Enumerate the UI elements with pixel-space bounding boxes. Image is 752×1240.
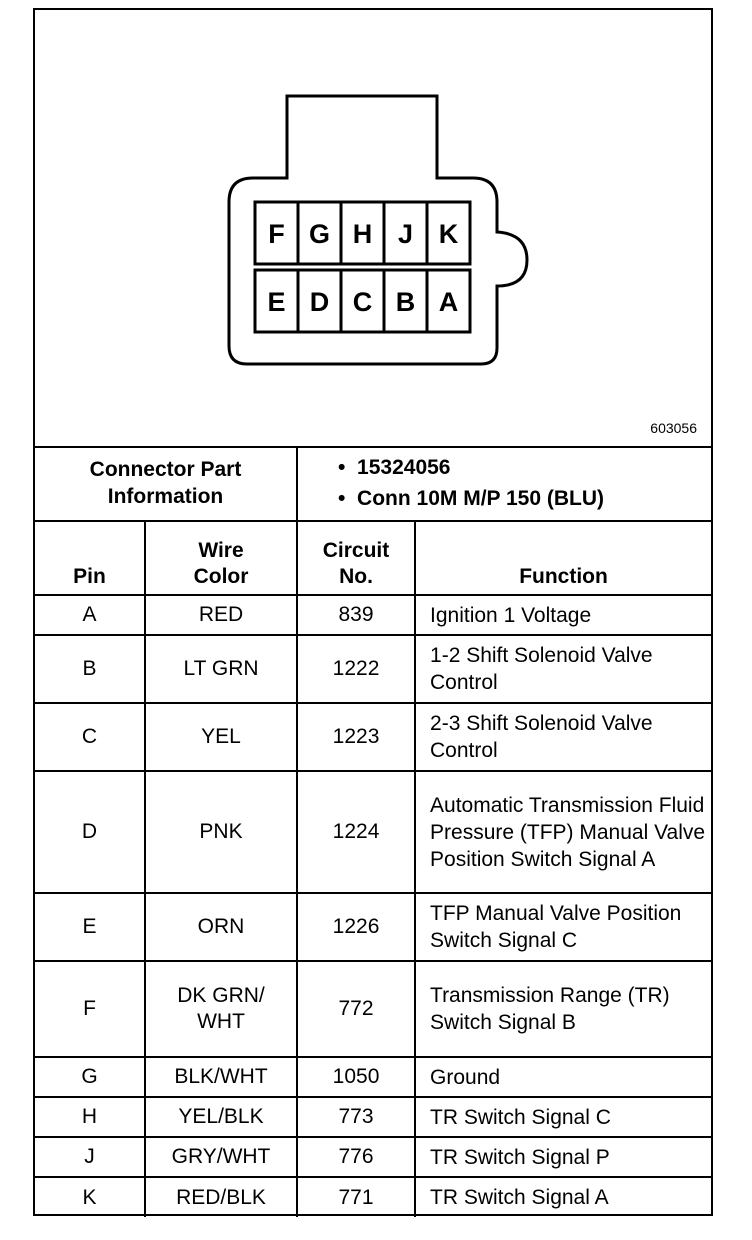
pin-cell: K: [35, 1177, 145, 1217]
function-cell: TR Switch Signal P: [415, 1137, 711, 1177]
table-row: [35, 635, 711, 703]
connector-diagram: [35, 10, 711, 448]
function-cell: TR Switch Signal A: [415, 1177, 711, 1217]
pin-label-h: H: [352, 219, 373, 249]
pin-cell: H: [35, 1097, 145, 1137]
table-row: [35, 1137, 711, 1177]
circuit-cell: 771: [297, 1177, 415, 1217]
pin-cell: G: [35, 1057, 145, 1097]
connector-sheet: [33, 8, 713, 1216]
part-info-row: [35, 446, 711, 521]
pin-cell: E: [35, 893, 145, 961]
circuit-cell: 772: [297, 961, 415, 1057]
wire-color-cell: DK GRN/ WHT: [145, 961, 297, 1057]
header-wire-color: Wire Color: [145, 521, 297, 595]
table-row: [35, 1057, 711, 1097]
table-row: [35, 893, 711, 961]
pin-cell: D: [35, 771, 145, 893]
table-row: [35, 961, 711, 1057]
function-cell: Ground: [415, 1057, 711, 1097]
pin-cell: C: [35, 703, 145, 771]
pin-label-e: E: [267, 287, 286, 317]
function-cell: Transmission Range (TR) Switch Signal B: [415, 961, 711, 1057]
wire-color-cell: PNK: [145, 771, 297, 893]
pin-label-j: J: [397, 219, 414, 249]
table-row: [35, 771, 711, 893]
circuit-cell: 773: [297, 1097, 415, 1137]
table-row: [35, 703, 711, 771]
function-cell: TFP Manual Valve Position Switch Signal C: [415, 893, 711, 961]
connector-description: • Conn 10M M/P 150 (BLU): [338, 483, 711, 514]
pin-label-c: C: [352, 287, 373, 317]
pin-label-d: D: [309, 287, 330, 317]
wire-color-cell: BLK/WHT: [145, 1057, 297, 1097]
part-info-label: Connector Part Information: [35, 446, 297, 521]
circuit-cell: 1224: [297, 771, 415, 893]
pin-label-b: B: [395, 287, 416, 317]
table-row: [35, 1097, 711, 1137]
function-cell: Ignition 1 Voltage: [415, 595, 711, 635]
pin-label-f: F: [268, 219, 285, 249]
table-row: [35, 1177, 711, 1217]
header-row: [35, 521, 711, 595]
pin-label-k: K: [438, 219, 459, 249]
wire-color-cell: YEL/BLK: [145, 1097, 297, 1137]
function-cell: 1-2 Shift Solenoid Valve Control: [415, 635, 711, 703]
wire-color-cell: GRY/WHT: [145, 1137, 297, 1177]
wire-color-cell: YEL: [145, 703, 297, 771]
circuit-cell: 1226: [297, 893, 415, 961]
pin-cell: J: [35, 1137, 145, 1177]
pin-cell: A: [35, 595, 145, 635]
function-cell: TR Switch Signal C: [415, 1097, 711, 1137]
function-cell: 2-3 Shift Solenoid Valve Control: [415, 703, 711, 771]
circuit-cell: 1222: [297, 635, 415, 703]
part-number: • 15324056: [338, 452, 711, 483]
circuit-cell: 1050: [297, 1057, 415, 1097]
circuit-cell: 1223: [297, 703, 415, 771]
pin-cell: F: [35, 961, 145, 1057]
figure-id: 603056: [650, 420, 697, 436]
function-cell: Automatic Transmission Fluid Pressure (TFP) Manual Valve Position Switch Signal A: [415, 771, 711, 893]
pin-label-a: A: [438, 287, 459, 317]
wire-color-cell: ORN: [145, 893, 297, 961]
circuit-cell: 776: [297, 1137, 415, 1177]
connector-face-drawing: [35, 10, 711, 446]
header-pin: Pin: [35, 521, 145, 595]
header-function: Function: [415, 521, 711, 595]
pin-cell: B: [35, 635, 145, 703]
pin-label-g: G: [308, 219, 331, 249]
table-row: [35, 595, 711, 635]
pinout-table: [35, 446, 711, 1217]
part-info-values: [297, 446, 711, 521]
wire-color-cell: RED: [145, 595, 297, 635]
wire-color-cell: RED/BLK: [145, 1177, 297, 1217]
header-circuit: Circuit No.: [297, 521, 415, 595]
wire-color-cell: LT GRN: [145, 635, 297, 703]
circuit-cell: 839: [297, 595, 415, 635]
